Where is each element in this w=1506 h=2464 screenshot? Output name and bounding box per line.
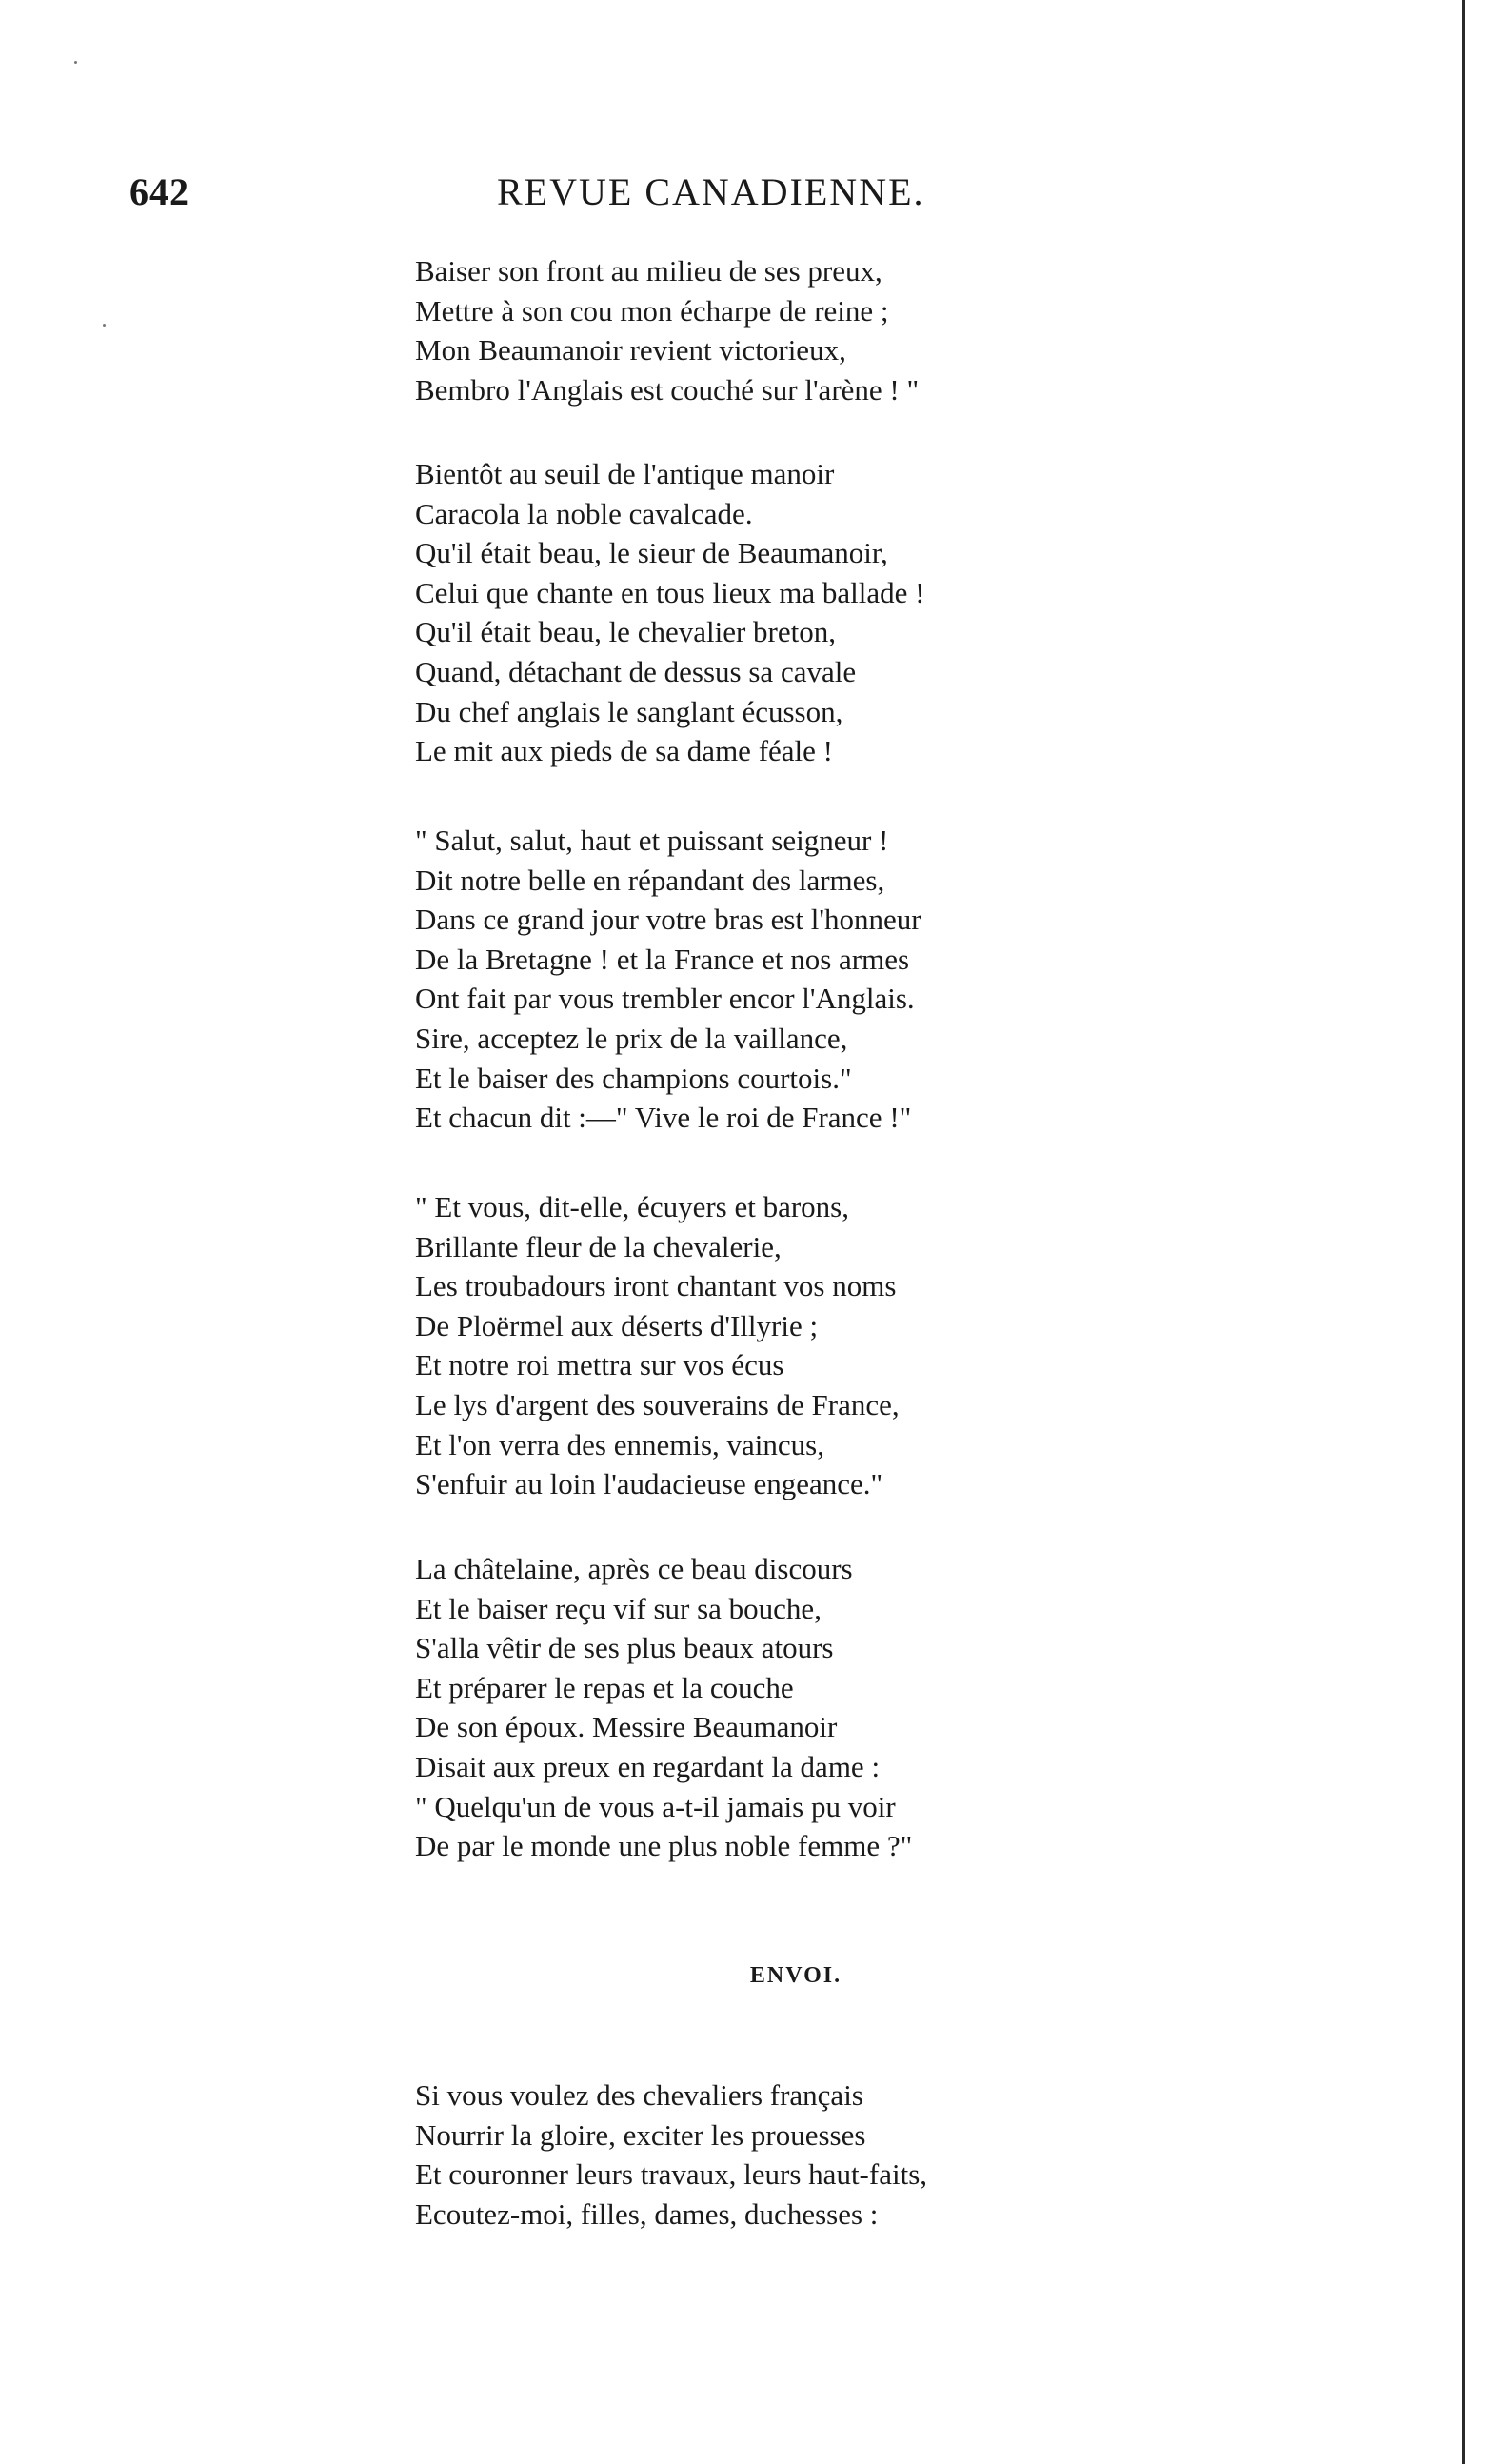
stanza-3 xyxy=(415,821,1424,1138)
verse-line: " Et vous, dit-elle, écuyers et barons, xyxy=(415,1190,849,1223)
verse-line: Les troubadours iront chantant vos noms xyxy=(415,1269,897,1303)
verse-line: Ecoutez-moi, filles, dames, duchesses : xyxy=(415,2196,879,2231)
envoi-heading: ENVOI. xyxy=(749,1963,842,1988)
verse-line: S'alla vêtir de ses plus beaux atours xyxy=(415,1631,834,1665)
verse-line: Brillante fleur de la chevalerie, xyxy=(415,1229,782,1263)
verse-line: Nourrir la gloire, exciter les prouesses xyxy=(415,2117,866,2152)
verse-line: S'enfuir au loin l'audacieuse engeance." xyxy=(415,1467,883,1501)
stanza-1 xyxy=(415,251,1424,409)
verse-line: De son époux. Messire Beaumanoir xyxy=(415,1710,838,1744)
verse-line: Le lys d'argent des souverains de France, xyxy=(415,1387,900,1421)
verse-line: Bientôt au seuil de l'antique manoir xyxy=(415,457,835,490)
running-head-title: REVUE CANADIENNE. xyxy=(497,170,925,213)
scan-speck xyxy=(103,324,106,327)
stanza-2 xyxy=(415,454,1424,771)
verse-line: De par le monde une plus noble femme ?" xyxy=(415,1829,913,1863)
verse-line: Ont fait par vous trembler encor l'Anglais. xyxy=(415,982,915,1016)
verse-line: Mon Beaumanoir revient victorieux, xyxy=(415,333,846,368)
verse-line: " Quelqu'un de vous a-t-il jamais pu voir xyxy=(415,1789,896,1823)
verse-line: La châtelaine, après ce beau discours xyxy=(415,1552,853,1585)
verse-line: Disait aux preux en regardant la dame : xyxy=(415,1749,881,1783)
verse-line: Dans ce grand jour votre bras est l'honneur xyxy=(415,903,921,937)
verse-line: Mettre à son cou mon écharpe de reine ; xyxy=(415,293,889,328)
page-number: 642 xyxy=(129,170,189,213)
verse-line: De la Bretagne ! et la France et nos armes xyxy=(415,942,910,976)
verse-line: Quand, détachant de dessus sa cavale xyxy=(415,654,857,688)
verse-line: Et l'on verra des ennemis, vaincus, xyxy=(415,1427,824,1461)
verse-line: Qu'il était beau, le sieur de Beaumanoir, xyxy=(415,536,888,570)
verse-line: Baiser son front au milieu de ses preux, xyxy=(415,254,882,288)
verse-line: Et le baiser reçu vif sur sa bouche, xyxy=(415,1591,822,1625)
verse-line: De Ploërmel aux déserts d'Illyrie ; xyxy=(415,1308,819,1342)
verse-line: Caracola la noble cavalcade. xyxy=(415,496,753,530)
verse-line: Et couronner leurs travaux, leurs haut-faits, xyxy=(415,2157,928,2192)
verse-line: Si vous voulez des chevaliers français xyxy=(415,2078,863,2112)
envoi-stanza xyxy=(415,2076,1424,2234)
page-edge-rule xyxy=(1462,0,1465,2464)
stanza-5 xyxy=(415,1549,1424,1866)
stanza-4 xyxy=(415,1187,1424,1504)
verse-line: Et chacun dit :—" Vive le roi de France !" xyxy=(415,1101,912,1135)
verse-line: Et notre roi mettra sur vos écus xyxy=(415,1348,784,1382)
verse-line: Et préparer le repas et la couche xyxy=(415,1670,794,1704)
verse-line: Qu'il était beau, le chevalier breton, xyxy=(415,615,836,649)
verse-line: " Salut, salut, haut et puissant seigneur ! xyxy=(415,824,889,857)
verse-line: Celui que chante en tous lieux ma ballade ! xyxy=(415,575,925,609)
scan-speck xyxy=(74,61,77,64)
verse-line: Le mit aux pieds de sa dame féale ! xyxy=(415,734,833,768)
verse-line: Et le baiser des champions courtois." xyxy=(415,1061,852,1095)
verse-line: Bembro l'Anglais est couché sur l'arène ! " xyxy=(415,372,920,407)
verse-line: Du chef anglais le sanglant écusson, xyxy=(415,694,843,728)
verse-line: Sire, acceptez le prix de la vaillance, xyxy=(415,1021,848,1055)
verse-line: Dit notre belle en répandant des larmes, xyxy=(415,863,885,897)
